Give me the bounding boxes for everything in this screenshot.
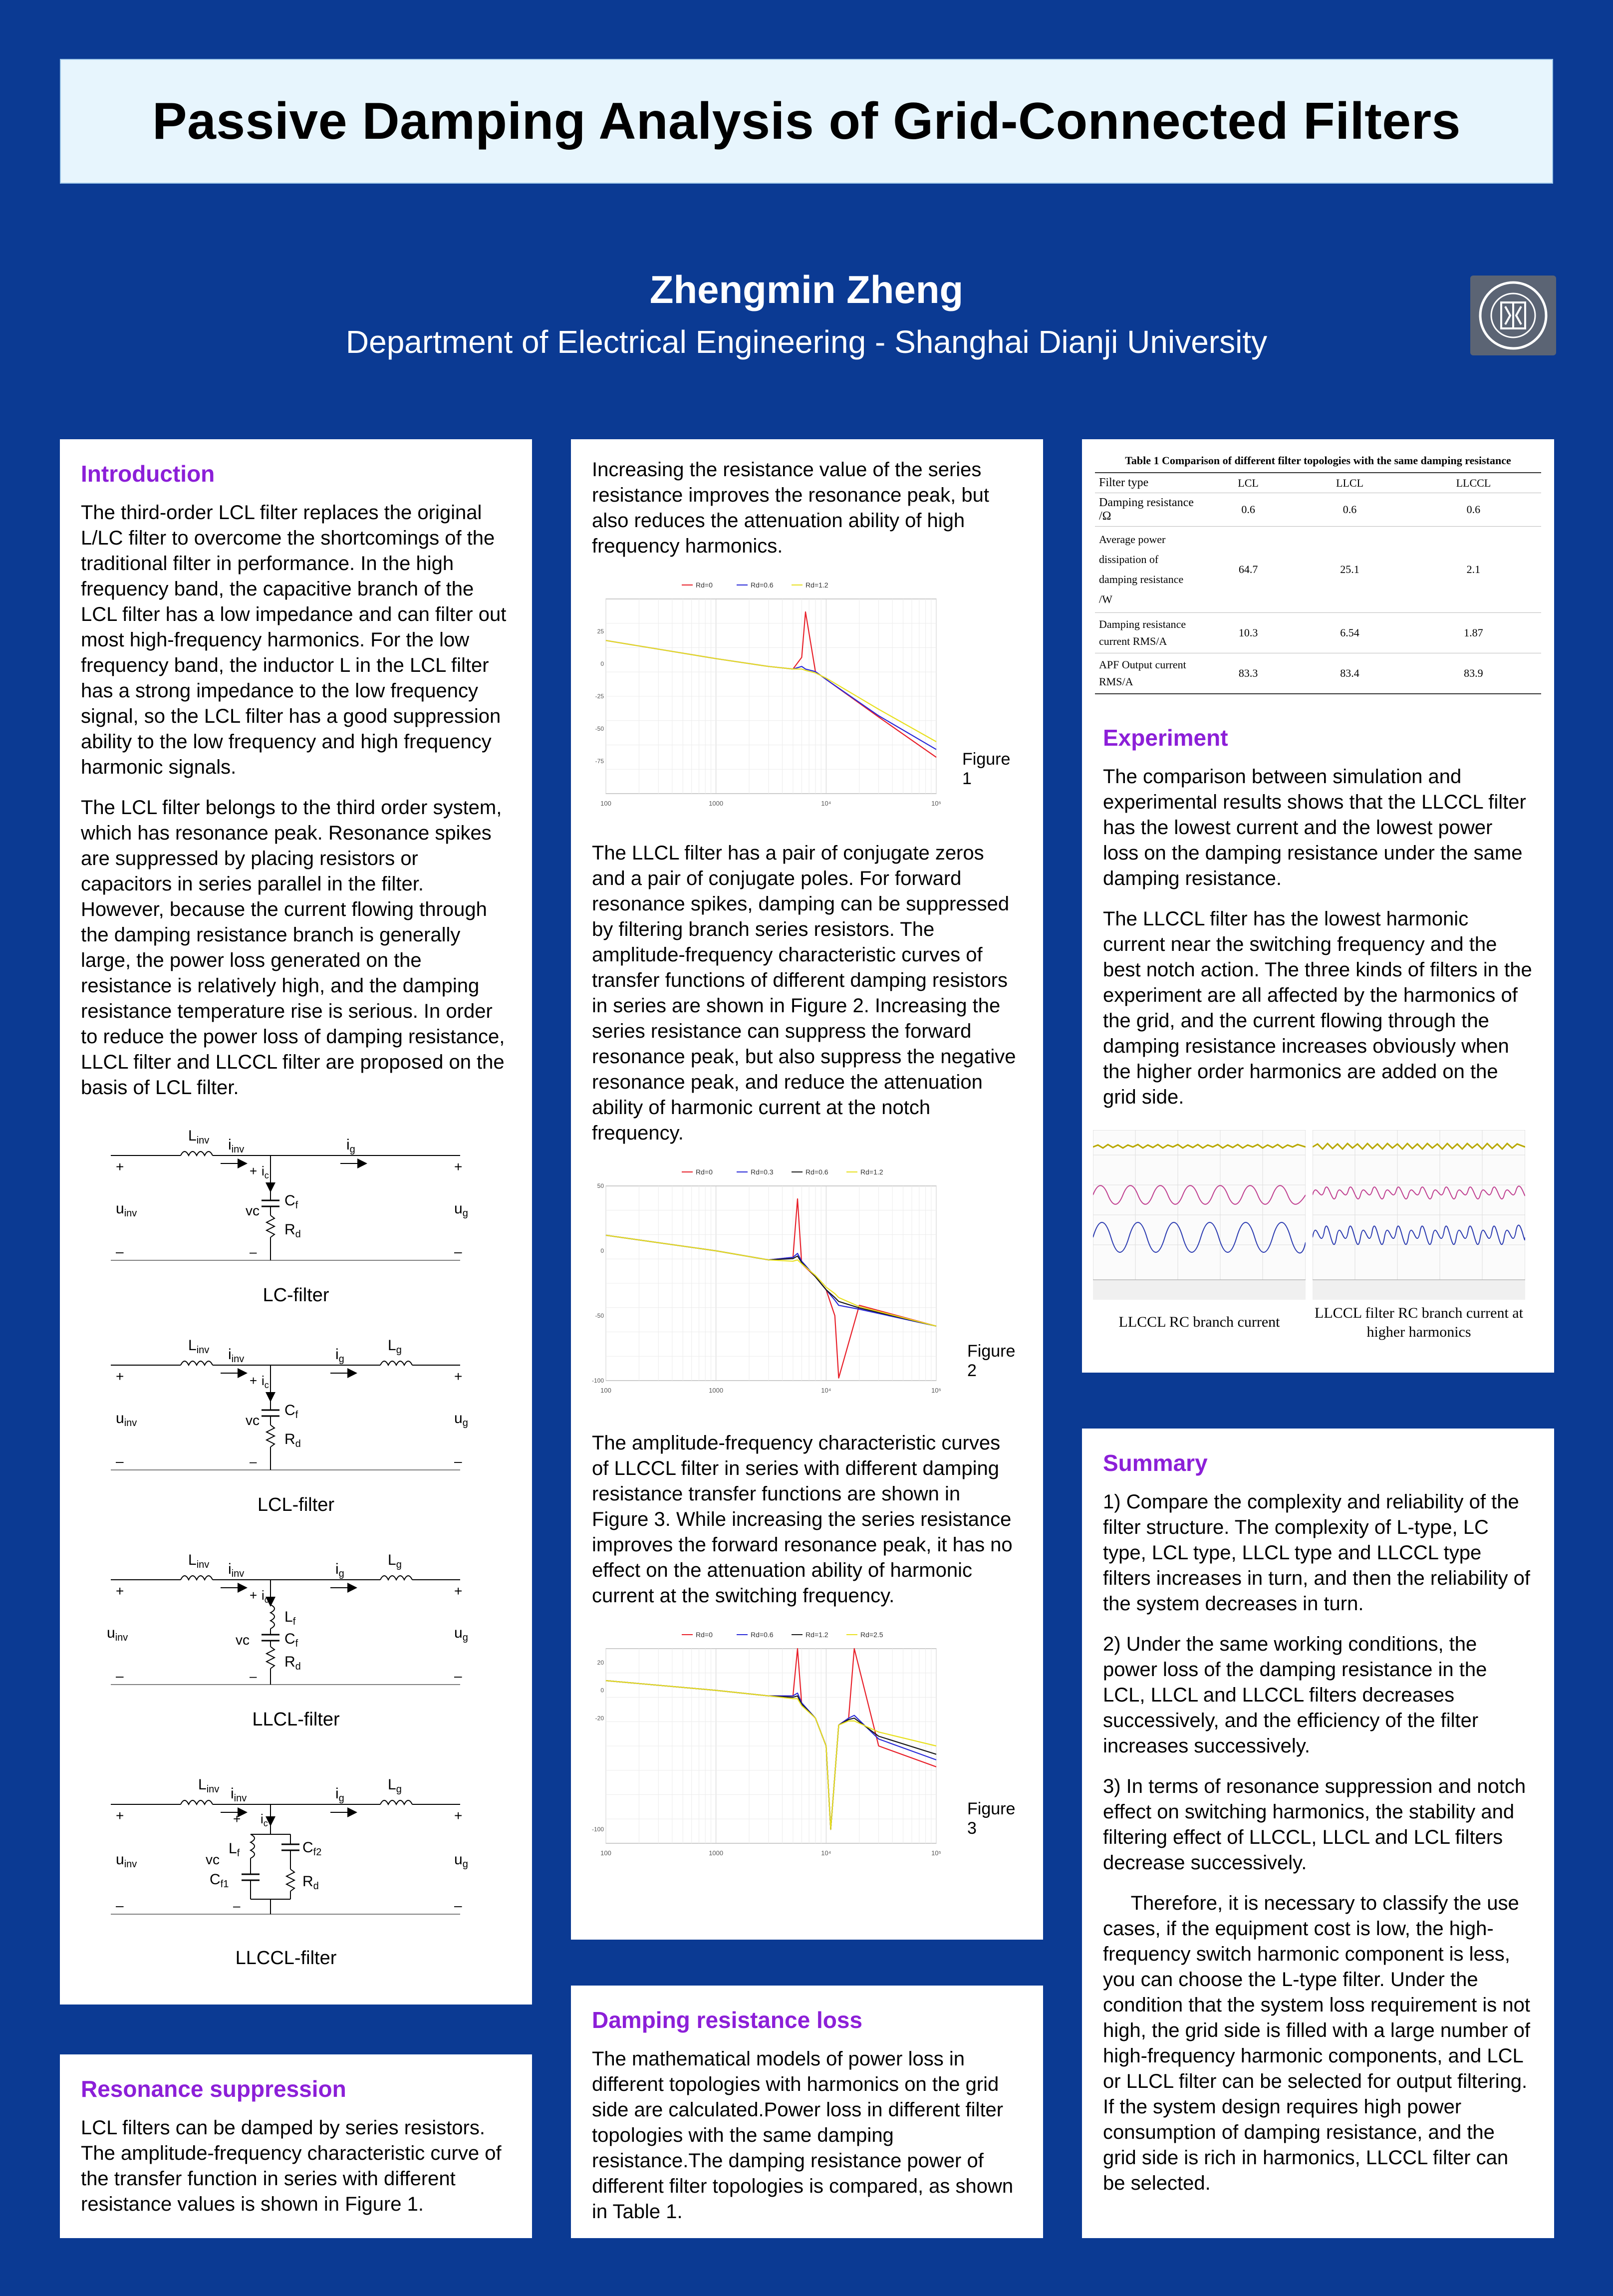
table-header-cell: Filter type — [1095, 473, 1203, 493]
figures-paragraph-1: Increasing the resistance value of the series resistance improves the resonance peak, but also reduces the attenuation ability of high frequency harmonics. — [592, 459, 989, 557]
summary-panel — [1082, 1429, 1554, 2238]
oscilloscope-left-caption: LLCCL RC branch current — [1118, 1314, 1280, 1330]
legend-label: Rd=1.2 — [806, 581, 828, 589]
x-tick-label: 10⁵ — [931, 1849, 941, 1857]
y-tick-label: 0 — [600, 660, 604, 667]
x-tick-label: 10⁴ — [821, 800, 831, 807]
svg-text:ug: $u_g$ — [454, 1851, 468, 1870]
legend-label: Rd=1.2 — [860, 1168, 883, 1176]
svg-text:+: + — [250, 1373, 258, 1388]
table-cell: 83.9 — [1406, 653, 1541, 694]
x-tick-label: 100 — [600, 1849, 611, 1857]
figure-1-caption: Figure 1 — [962, 750, 1011, 788]
lc-filter-caption: LC-filter — [263, 1285, 329, 1306]
svg-text:ic: $i_c$ — [261, 1811, 268, 1828]
svg-text:–: – — [116, 1453, 124, 1469]
introduction-panel — [60, 439, 532, 2005]
svg-text:+: + — [454, 1583, 463, 1599]
x-tick-label: 1000 — [709, 800, 724, 807]
svg-text:Rd: $R_d$ — [284, 1431, 301, 1449]
x-tick-label: 1000 — [709, 1849, 724, 1857]
experiment-paragraph-2: The LLCCL filter has the lowest harmonic current near the switching frequency and the best notch action. The three kinds of filters in the experiment are all affected by the harmonics of the grid, and the current flowing through the damping resistance increases obviously when the higher order harmonics are added on the grid side. — [1103, 908, 1532, 1108]
legend-label: Rd=0.6 — [806, 1168, 828, 1176]
figure-3-wrap — [592, 1624, 1022, 1858]
svg-text:Lg: $L_g$ — [388, 1337, 402, 1356]
llcl-filter-caption: LLCL-filter — [252, 1709, 340, 1730]
oscilloscope-right-image — [1313, 1130, 1525, 1300]
y-tick-label: -50 — [595, 725, 604, 732]
svg-text:–: – — [250, 1454, 257, 1469]
svg-text:Linv: $L_{inv}$ — [188, 1337, 210, 1356]
figure-1-wrap — [592, 574, 1022, 809]
x-tick-label: 100 — [600, 1387, 611, 1394]
llccl-filter-caption: LLCCL-filter — [235, 1948, 337, 1969]
svg-text:–: – — [454, 1244, 462, 1259]
y-tick-label: 50 — [597, 1182, 604, 1189]
svg-text:+: + — [454, 1159, 463, 1174]
svg-text:ic: $i_c$ — [262, 1373, 269, 1390]
svg-text:Rd: $R_d$ — [302, 1873, 319, 1892]
author-name: Zhengmin Zheng — [649, 268, 964, 311]
table-row-label: APF Output current RMS/A — [1095, 653, 1203, 694]
summary-paragraph-1: 1) Compare the complexity and reliability of the filter structure. The complexity of L-type, LC type, LCL type, LLCL type and LLCCL type filters increases in turn, and then the reliability of the system decreases in turn. — [1103, 1491, 1530, 1615]
svg-text:Lg: $L_g$ — [388, 1776, 402, 1795]
svg-text:+: + — [116, 1159, 124, 1174]
table-row-label: Damping resistance /Ω — [1095, 493, 1203, 527]
table-header-cell: LLCL — [1294, 473, 1406, 493]
x-tick-label: 10⁵ — [931, 800, 941, 807]
svg-text:Cf: $C_f$ — [284, 1192, 298, 1211]
table-cell: 0.6 — [1203, 493, 1294, 527]
figure-2-caption: Figure 2 — [967, 1342, 1016, 1380]
introduction-paragraph-2: The LCL filter belongs to the third order system, which has resonance peak. Resonance spikes are suppressed by placing resistors or capacitors in series parallel in the filter. However, because the current flowing through the damping resistance branch is generally large, the power loss generated on the resistance is relatively high, and the damping resistance temperature rise is serious. In order to reduce the power loss of damping resistance, LLCL filter and LLCCL filter are proposed on the basis of LCL filter. — [81, 797, 505, 1099]
svg-text:uinv: $u_{inv}$ — [107, 1625, 128, 1643]
svg-text:+: + — [454, 1808, 463, 1823]
svg-text:ig: $i_g$ — [335, 1561, 344, 1579]
svg-text:Linv: $L_{inv}$ — [198, 1776, 220, 1795]
oscilloscope-left-image — [1093, 1130, 1306, 1300]
y-tick-label: -25 — [595, 693, 604, 700]
svg-text:+: + — [116, 1583, 124, 1599]
svg-text:vc: vc — [206, 1852, 220, 1867]
llcl-filter-circuit — [107, 1552, 468, 1730]
table-row-label: Damping resistance current RMS/A — [1095, 613, 1203, 653]
svg-text:+: + — [454, 1369, 463, 1384]
svg-text:+: + — [250, 1163, 258, 1178]
table-row — [1095, 493, 1541, 527]
figures-paragraph-2: The LLCL filter has a pair of conjugate zeros and a pair of conjugate poles. For forward resonance spikes, damping can be suppressed by filtering branch series resistors. The amplitude-frequency characteristic curves of transfer functions of different damping resistors in series are shown in Figure 2. Increasing the series resistance can suppress the forward resonance peak, but also suppress the negative resonance peak, and reduce the attenuation ability of harmonic current at the notch frequency. — [592, 842, 1016, 1144]
figure-3-chart — [592, 1624, 941, 1858]
svg-text:ug: $u_g$ — [454, 1625, 468, 1643]
svg-text:Rd: $R_d$ — [284, 1654, 301, 1672]
university-logo — [1470, 276, 1556, 355]
lc-filter-circuit — [111, 1128, 468, 1306]
lcl-filter-caption: LCL-filter — [257, 1494, 335, 1515]
svg-text:vc: vc — [246, 1413, 260, 1428]
table-row — [1095, 527, 1541, 613]
legend-label: Rd=2.5 — [860, 1631, 883, 1639]
table-cell: 10.3 — [1203, 613, 1294, 653]
svg-text:vc: vc — [246, 1203, 260, 1218]
filter-circuit-diagrams — [81, 1116, 511, 1999]
svg-text:Linv: $L_{inv}$ — [188, 1552, 210, 1570]
experiment-panel — [1082, 439, 1554, 1373]
damping-loss-panel — [571, 1986, 1043, 2238]
svg-text:Lg: $L_g$ — [388, 1552, 402, 1570]
legend-label: Rd=0.6 — [751, 581, 774, 589]
summary-paragraph-3: 3) In terms of resonance suppression and notch effect on switching harmonics, the stability and filtering effect of LLCCL, LLCL and LCL filters decrease successively. — [1103, 1775, 1526, 1874]
oscilloscope-right-caption: LLCCL filter RC branch current at higher harmonics — [1315, 1305, 1523, 1340]
table-cell: 25.1 — [1294, 527, 1406, 613]
svg-text:Linv: $L_{inv}$ — [188, 1128, 210, 1146]
svg-text:iinv: $i_{inv}$ — [228, 1561, 245, 1579]
oscilloscope-images — [1093, 1130, 1543, 1300]
legend-label: Rd=0 — [696, 1168, 713, 1176]
table-header-cell: LLCCL — [1406, 473, 1541, 493]
svg-text:+: + — [116, 1369, 124, 1384]
svg-text:Cf: $C_f$ — [284, 1631, 298, 1649]
x-tick-label: 10⁴ — [821, 1387, 831, 1394]
svg-text:uinv: $u_{inv}$ — [116, 1851, 137, 1870]
svg-text:–: – — [454, 1668, 462, 1684]
svg-text:uinv: $u_{inv}$ — [116, 1200, 137, 1219]
table-1 — [1095, 454, 1541, 694]
summary-paragraph-2: 2) Under the same working conditions, the power loss of the damping resistance in the LCL, LLCL and LLCCL filters decreases successively, and the efficiency of the filter increases successively. — [1103, 1633, 1487, 1757]
figure-1-chart — [592, 574, 941, 809]
svg-text:ug: $u_g$ — [454, 1200, 468, 1219]
table-1-title: Table 1 Comparison of different filter topologies with the same damping resistance — [1125, 454, 1511, 467]
svg-text:–: – — [454, 1453, 462, 1469]
x-tick-label: 10⁴ — [821, 1849, 831, 1857]
poster-title: Passive Damping Analysis of Grid-Connected Filters — [152, 92, 1461, 150]
svg-text:–: – — [250, 1244, 257, 1259]
figures-panel — [571, 439, 1043, 1940]
y-tick-label: 0 — [600, 1687, 604, 1694]
svg-text:ig: $i_g$ — [335, 1346, 344, 1365]
table-cell: 0.6 — [1294, 493, 1406, 527]
svg-text:Lf: $L_f$ — [229, 1840, 240, 1859]
resonance-suppression-panel — [60, 2054, 532, 2238]
legend-label: Rd=0.3 — [751, 1168, 774, 1176]
experiment-heading: Experiment — [1103, 725, 1228, 751]
svg-text:ug: $u_g$ — [454, 1410, 468, 1429]
y-tick-label: -20 — [595, 1715, 604, 1722]
table-1-grid — [1095, 472, 1541, 694]
y-tick-label: 0 — [600, 1247, 604, 1254]
table-header-cell: LCL — [1203, 473, 1294, 493]
table-cell: 83.4 — [1294, 653, 1406, 694]
legend-label: Rd=0 — [696, 581, 713, 589]
summary-heading: Summary — [1103, 1450, 1208, 1476]
table-cell: 83.3 — [1203, 653, 1294, 694]
llccl-filter-circuit — [111, 1776, 468, 1969]
introduction-heading: Introduction — [81, 461, 215, 487]
legend-label: Rd=0.6 — [751, 1631, 774, 1639]
table-cell: 1.87 — [1406, 613, 1541, 653]
svg-text:iinv: $i_{inv}$ — [228, 1137, 245, 1155]
figure-2-wrap — [592, 1161, 1022, 1396]
figures-paragraph-3: The amplitude-frequency characteristic curves of LLCCL filter in series with different damping resistance transfer functions are shown in Figure 3. While increasing the series resistance improves the forward resonance peak, it has no effect on the attenuation ability of harmonic current at the switching frequency. — [592, 1432, 1013, 1607]
y-tick-label: -75 — [595, 758, 604, 765]
svg-text:–: – — [233, 1898, 241, 1913]
svg-text:–: – — [116, 1898, 124, 1913]
figure-3-caption: Figure 3 — [967, 1799, 1016, 1838]
legend-label: Rd=0 — [696, 1631, 713, 1639]
table-cell: 0.6 — [1406, 493, 1541, 527]
y-tick-label: 25 — [597, 628, 604, 635]
title-bar — [60, 59, 1553, 184]
svg-text:+: + — [250, 1588, 258, 1603]
experiment-paragraph-1: The comparison between simulation and experimental results shows that the LLCCL filter has the lowest current and the lowest power loss on the damping resistance under the same damping resistance. — [1103, 766, 1526, 889]
svg-text:iinv: $i_{inv}$ — [231, 1785, 247, 1804]
resonance-paragraph: LCL filters can be damped by series resistors. The amplitude-frequency characteristic curve of the transfer function in series with different resistance values is shown in Figure 1. — [81, 2117, 502, 2215]
table-cell: 6.54 — [1294, 613, 1406, 653]
y-tick-label: -50 — [595, 1312, 604, 1319]
svg-text:Cf: $C_f$ — [284, 1402, 298, 1421]
affiliation: Department of Electrical Engineering - Shanghai Dianji University — [345, 324, 1268, 360]
x-tick-label: 100 — [600, 800, 611, 807]
table-row-label: Average power dissipation of damping resistance /W — [1095, 527, 1203, 613]
svg-text:vc: vc — [236, 1632, 250, 1648]
table-cell: 64.7 — [1203, 527, 1294, 613]
resonance-heading: Resonance suppression — [81, 2076, 346, 2102]
svg-text:–: – — [454, 1898, 462, 1913]
y-tick-label: -100 — [592, 1826, 604, 1833]
svg-text:ig: $i_g$ — [335, 1785, 344, 1804]
svg-text:ic: $i_c$ — [262, 1588, 269, 1605]
svg-text:Rd: $R_d$ — [284, 1221, 301, 1240]
svg-text:uinv: $u_{inv}$ — [116, 1410, 137, 1429]
table-1-header-row — [1095, 473, 1541, 493]
table-cell: 2.1 — [1406, 527, 1541, 613]
svg-text:ic: $i_c$ — [262, 1163, 269, 1180]
svg-text:–: – — [116, 1668, 124, 1684]
x-tick-label: 1000 — [709, 1387, 724, 1394]
lcl-filter-circuit — [111, 1337, 468, 1515]
svg-text:–: – — [250, 1669, 257, 1684]
table-row — [1095, 613, 1541, 653]
svg-text:iinv: $i_{inv}$ — [228, 1346, 245, 1365]
y-tick-label: -100 — [592, 1377, 604, 1384]
table-row — [1095, 653, 1541, 694]
damping-loss-paragraph: The mathematical models of power loss in different topologies with harmonics on the grid side are calculated.Power loss in different filter topologies with the same damping resistance.The damping resistance power of different filter topologies is compared, as shown in Table 1. — [592, 2048, 1014, 2223]
svg-text:+: + — [116, 1808, 124, 1823]
legend-label: Rd=1.2 — [806, 1631, 828, 1639]
svg-text:ig: $i_g$ — [346, 1137, 355, 1155]
svg-text:–: – — [116, 1244, 124, 1259]
summary-paragraph-4: Therefore, it is necessary to classify the use cases, if the equipment cost is low, the high-frequency switch harmonic component is less, you can choose the L-type filter. Under the condition that the system loss requirement is not high, the grid side is filled with a large number of high-frequency harmonic components, and LCL or LLCL filter can be selected for output filtering. If the system design requires high power consumption of damping resistance, and the grid side is rich in harmonics, LLCCL filter can be selected. — [1103, 1892, 1536, 2194]
damping-loss-heading: Damping resistance loss — [592, 2007, 862, 2033]
svg-text:Cf2: $C_{f2}$ — [302, 1839, 322, 1858]
svg-text:Cf1: $C_{f1}$ — [210, 1871, 229, 1890]
x-tick-label: 10⁵ — [931, 1387, 941, 1394]
svg-text:Lf: $L_f$ — [284, 1609, 296, 1627]
y-tick-label: 20 — [597, 1659, 604, 1666]
svg-text:+: + — [233, 1811, 241, 1826]
introduction-paragraph-1: The third-order LCL filter replaces the original L/LC filter to overcome the shortcomings of the traditional filter in performance. In the high frequency band, the capacitive branch of the LCL filter has a low impedance and can filter out most high-frequency harmonics. For the low frequency band, the inductor L in the LCL filter has a strong impedance to the low frequency signal, so the LCL filter has a good suppression ability to the low frequency and high frequency harmonic signals. — [81, 502, 507, 778]
figure-2-chart — [592, 1161, 941, 1396]
